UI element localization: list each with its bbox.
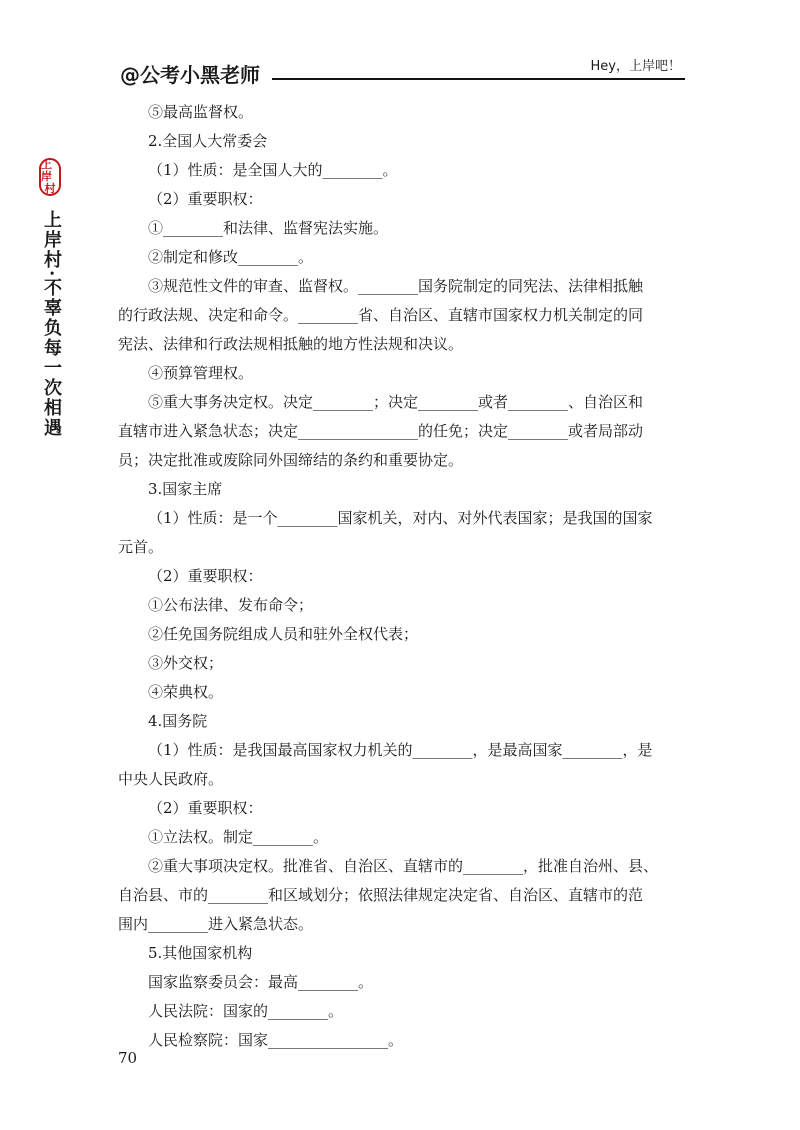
text-line: 人民法院：国家的________。 xyxy=(148,1002,344,1020)
seal-stamp xyxy=(39,158,61,196)
text-line: ⑤重大事务决定权。决定________；决定________或者________、自治区和 xyxy=(148,393,644,411)
text-line: ④荣典权。 xyxy=(148,683,224,701)
text-line: 国家监察委员会：最高________。 xyxy=(148,973,374,991)
text-line: 5.其他国家机构 xyxy=(148,944,253,962)
stamp-line-1: 上岸 xyxy=(41,158,52,183)
text-line: ④预算管理权。 xyxy=(148,364,254,382)
text-line: （2）重要职权： xyxy=(148,567,263,585)
text-line: ①________和法律、监督宪法实施。 xyxy=(148,219,389,237)
brand-name: @公考小黑老师 xyxy=(120,63,260,87)
text-line: ②制定和修改________。 xyxy=(148,248,314,266)
text-line: （2）重要职权： xyxy=(148,799,263,817)
text-line: 直辖市进入紧急状态；决定________________的任免；决定________或者局部动 xyxy=(118,422,644,440)
text-line: 4.国务院 xyxy=(148,712,208,730)
text-line: 的行政法规、决定和命令。________省、自治区、直辖市国家权力机关制定的同 xyxy=(118,306,644,324)
text-line: 3.国家主席 xyxy=(148,480,223,498)
text-line: 员；决定批准或废除同外国缔结的条约和重要协定。 xyxy=(118,451,464,469)
header-rule xyxy=(272,78,685,80)
text-line: （2）重要职权： xyxy=(148,190,263,208)
text-line: 2.全国人大常委会 xyxy=(148,132,268,150)
text-line: 宪法、法律和行政法规相抵触的地方性法规和决议。 xyxy=(118,335,464,353)
text-line: （1）性质：是我国最高国家权力机关的________，是最高国家________，是 xyxy=(148,741,653,759)
text-line: ⑤最高监督权。 xyxy=(148,103,254,121)
vertical-motto: 上岸村·不辜负每一次相遇 xyxy=(41,210,62,439)
text-line: ②重大事项决定权。批准省、自治区、直辖市的________，批准自治州、县、 xyxy=(148,857,659,875)
text-line: ③规范性文件的审查、监督权。________国务院制定的同宪法、法律相抵触 xyxy=(148,277,644,295)
text-line: （1）性质：是一个________国家机关，对内、对外代表国家；是我国的国家 xyxy=(148,509,653,527)
text-line: ②任免国务院组成人员和驻外全权代表； xyxy=(148,625,419,643)
text-line: （1）性质：是全国人大的________。 xyxy=(148,161,398,179)
text-line: 围内________进入紧急状态。 xyxy=(118,915,314,933)
text-line: ①立法权。制定________。 xyxy=(148,828,329,846)
sidebar xyxy=(38,158,64,438)
page-number: 70 xyxy=(118,1049,138,1067)
text-line: 人民检察院：国家________________。 xyxy=(148,1031,404,1049)
text-line: 元首。 xyxy=(118,538,164,556)
text-line: ①公布法律、发布命令； xyxy=(148,596,314,614)
text-line: ③外交权； xyxy=(148,654,224,672)
stamp-line-2: 村 xyxy=(44,182,56,195)
text-line: 自治县、市的________和区域划分；依照法律规定决定省、自治区、直辖市的范 xyxy=(118,886,644,904)
text-line: 中央人民政府。 xyxy=(118,770,224,788)
page-header xyxy=(120,60,685,90)
header-slogan: Hey，上岸吧！ xyxy=(590,59,681,74)
page-body xyxy=(118,98,685,1055)
